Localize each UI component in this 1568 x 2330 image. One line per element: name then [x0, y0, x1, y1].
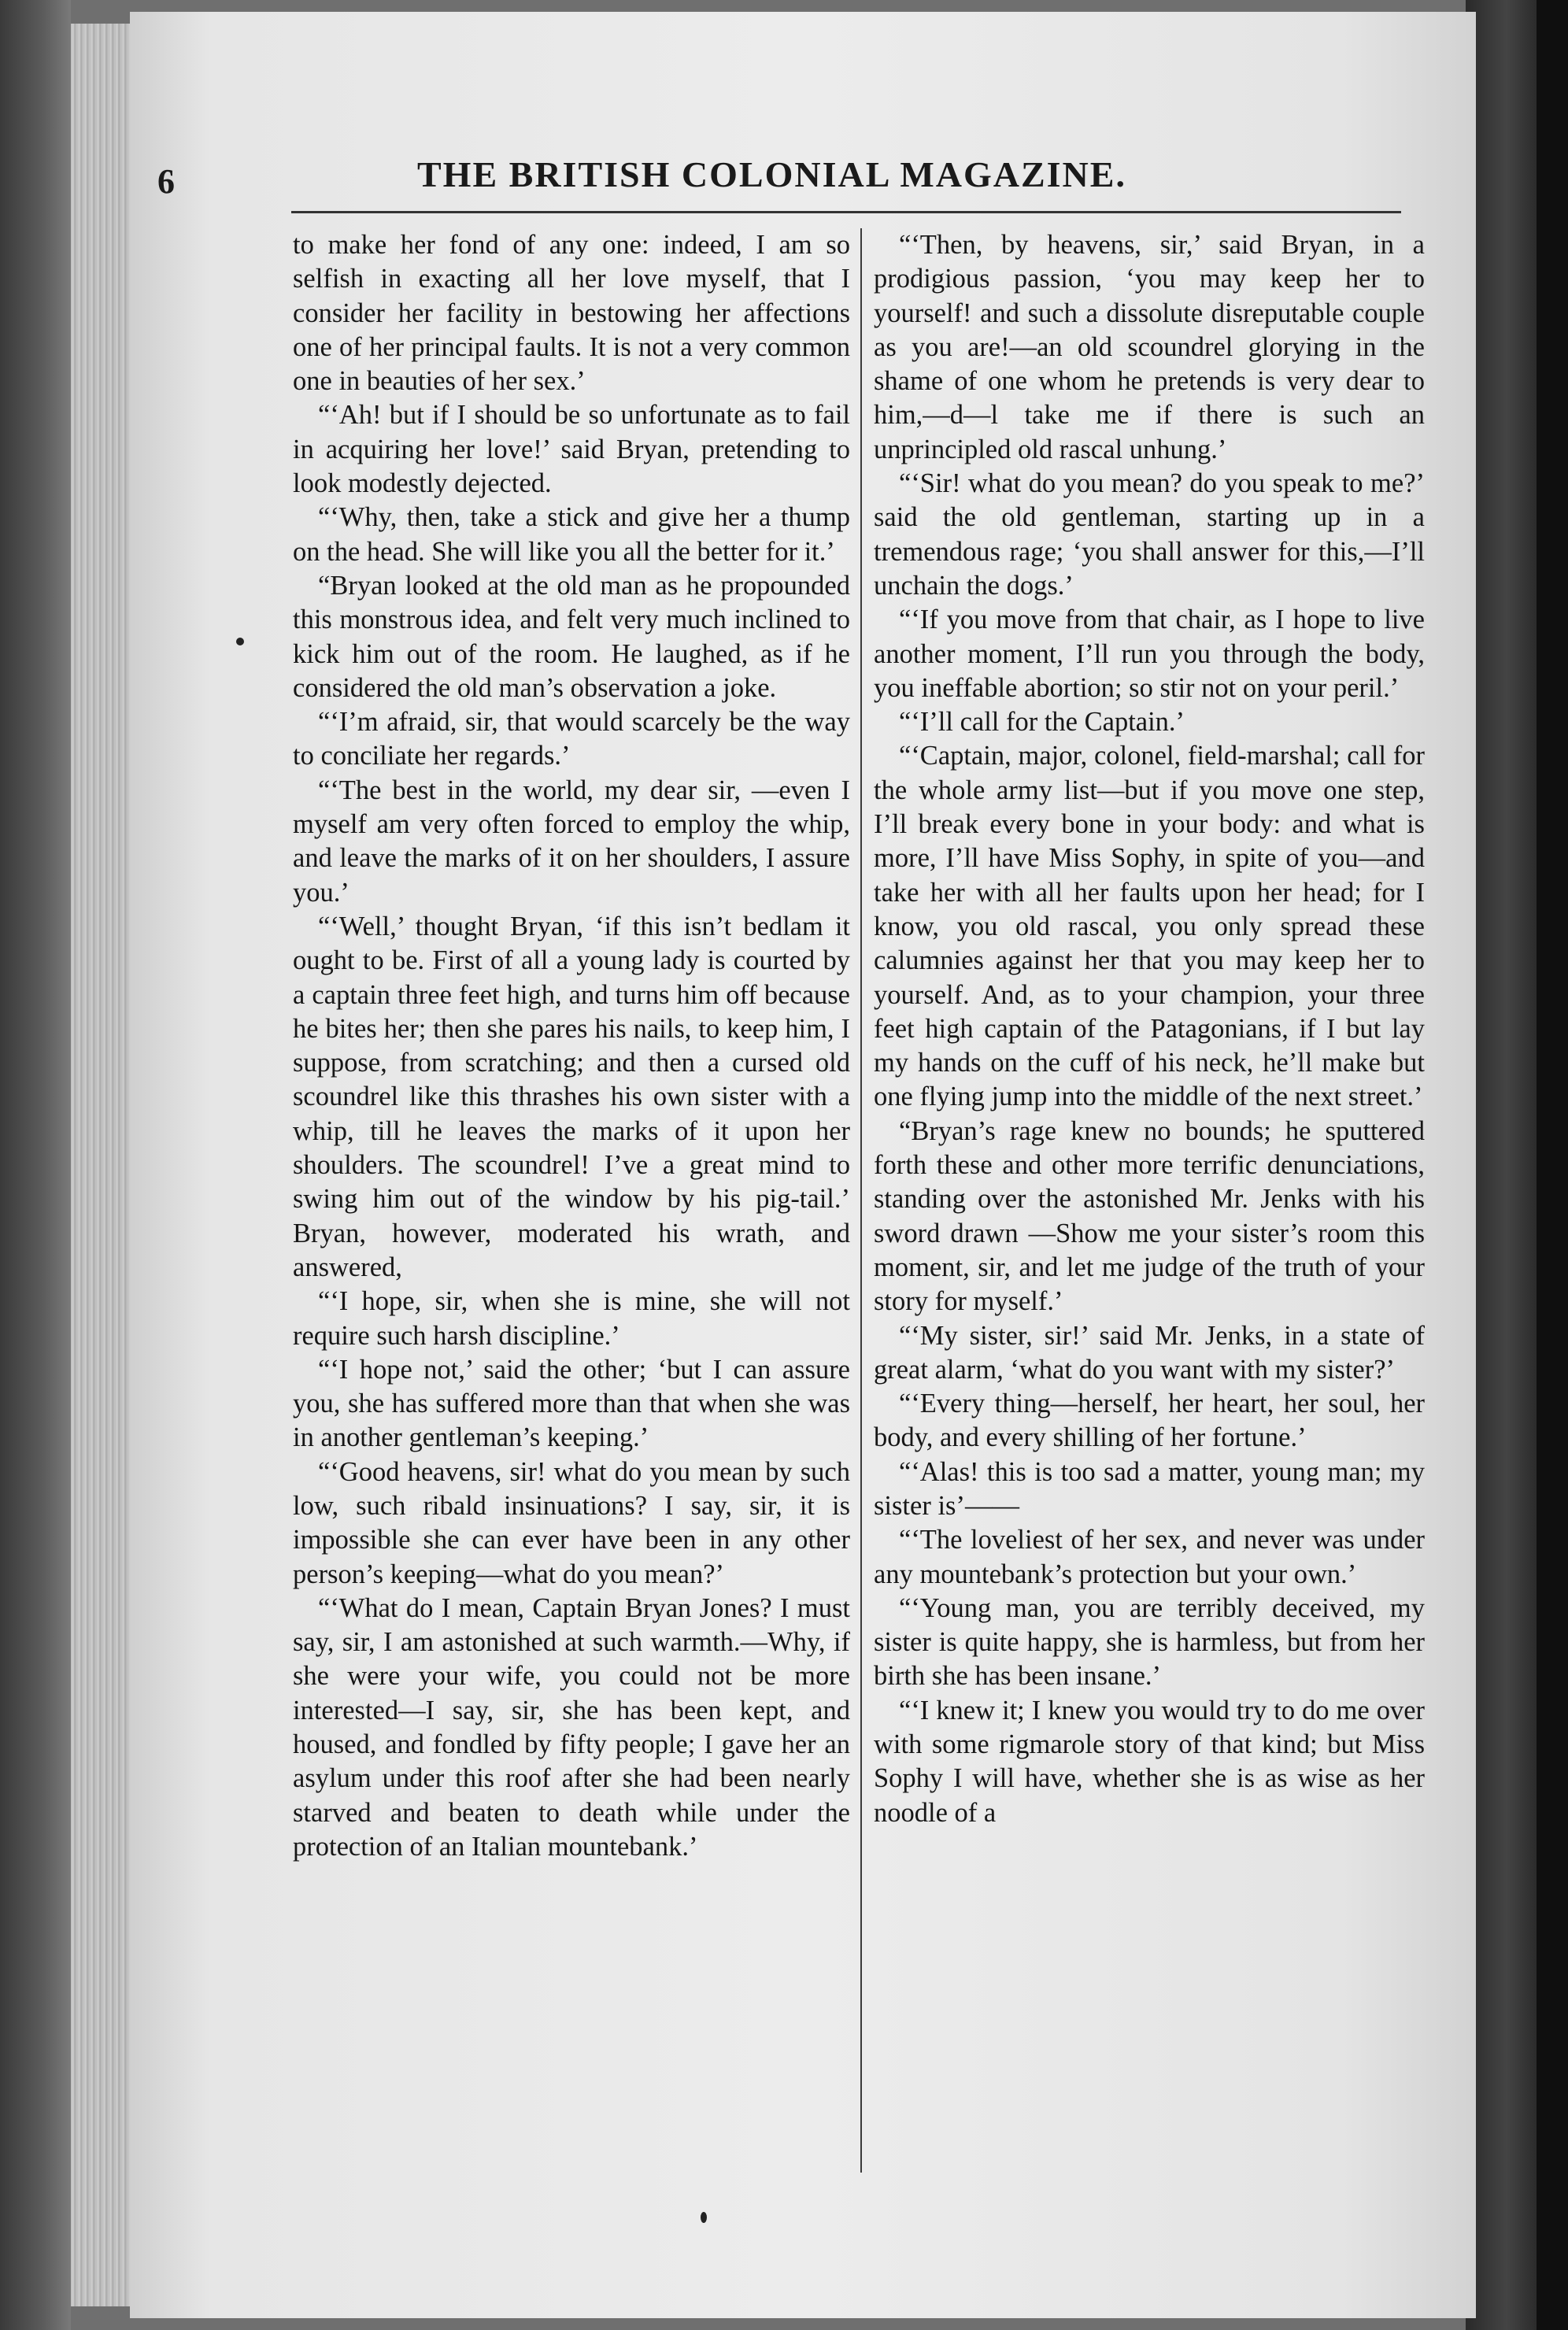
paragraph: “‘I’ll call for the Captain.’ [899, 707, 1185, 738]
paragraph: “‘Every thing—herself, her heart, her soul, her body, and every shilling of her fortune.’ [874, 1389, 1425, 1453]
column-divider [860, 228, 862, 2173]
paragraph: “Bryan’s rage knew no bounds; he sputtered forth these and other more terrific denunciations, standing over the astonished Mr. Jenks with his sword drawn —Show me your sister’s room this moment, sir, and let me judge of the truth of your story for myself.’ [874, 1115, 1425, 1317]
paragraph: “‘I hope not,’ said the other; ‘but I can assure you, she has suffered more than that when she was in another gentleman’s keeping.’ [293, 1354, 850, 1453]
ink-spot [236, 638, 244, 645]
page-edges [71, 24, 135, 2306]
paragraph: “‘If you move from that chair, as I hope to live another moment, I’ll run you through the body, you ineffable abortion; so stir not on your peril.’ [874, 605, 1425, 703]
scan-left-border [0, 0, 71, 2330]
paragraph: “‘The best in the world, my dear sir, —even I myself am very often forced to employ the whip, and leave the marks of it on her shoulders, I assure you.’ [293, 775, 850, 908]
scan-right-strip [1537, 0, 1568, 2330]
paragraph: “Bryan looked at the old man as he propounded this monstrous idea, and felt very much inclined to kick him out of the room. He laughed, as if he considered the old man’s observation a joke. [293, 570, 850, 703]
paragraph: “‘Captain, major, colonel, field-marshal; call for the whole army list—but if you move one step, I’ll break every bone in your body: and what is more, I’ll have Miss Sophy, in spite of you—and take her with all her faults upon her head; for I know, you old rascal, you only spread these calumnies against her that you may keep her to yourself. And, as to your champion, your three feet high captain of the Patagonians, if I but lay my hands on the cuff of his neck, he’ll make but one flying jump into the middle of the next street.’ [874, 741, 1425, 1112]
paragraph: “‘Then, by heavens, sir,’ said Bryan, in a prodigious passion, ‘you may keep her to yourself! and such a dissolute disreputable couple as you are!—an old scoundrel glorying in the shame of one whom he pretends is very dear to him,—d—l take me if there is such an unprincipled old rascal unhung.’ [874, 230, 1425, 464]
paragraph: “‘Why, then, take a stick and give her a thump on the head. She will like you all the better for it.’ [293, 502, 850, 567]
paragraph: “‘Well,’ thought Bryan, ‘if this isn’t bedlam it ought to be. First of all a young lady is courted by a captain three feet high, and turns him off because he bites her; then she pares his nails, to keep him, I suppose, from scratching; and then a cursed old scoundrel like this thrashes his own sister with a whip, till he leaves the marks of it upon her shoulders. The scoundrel! I’ve a great mind to swing him out of the window by his pig-tail.’ Bryan, however, moderated his wrath, and answered, [293, 911, 850, 1282]
paragraph: “‘What do I mean, Captain Bryan Jones? I must say, sir, I am astonished at such warmth.—Why, if she were your wife, you could not be more interested—I say, sir, she has been kept, and housed, and fondled by fifty people; I gave her an asylum under this roof after she had been nearly starved and beaten to death while under the protection of an Italian mountebank.’ [293, 1592, 850, 1862]
paragraph: “‘Young man, you are terribly deceived, my sister is quite happy, she is harmless, but from her birth she has been insane.’ [874, 1592, 1425, 1692]
paragraph: “‘I knew it; I knew you would try to do me over with some rigmarole story of that kind; but Miss Sophy I will have, whether she is as wise as her noodle of a [874, 1695, 1425, 1828]
paragraph: “‘I hope, sir, when she is mine, she will not require such harsh discipline.’ [293, 1286, 850, 1351]
left-column [293, 228, 850, 1864]
page-header [157, 138, 1401, 209]
page-number: 6 [157, 162, 175, 201]
paragraph: “‘I’m afraid, sir, that would scarcely be the way to conciliate her regards.’ [293, 707, 850, 771]
paragraph: “‘Alas! this is too sad a matter, young man; my sister is’—— [874, 1456, 1425, 1521]
right-column [874, 228, 1425, 1830]
paragraph: to make her fond of any one: indeed, I am so selfish in exacting all her love myself, that I consider her facility in bestowing her affections one of her principal faults. It is not a very common one in beauties of her sex.’ [293, 230, 850, 397]
paragraph: “‘Good heavens, sir! what do you mean by such low, such ribald insinuations? I say, sir, it is impossible she can ever have been in any other person’s keeping—what do you mean?’ [293, 1456, 850, 1589]
paragraph: “‘My sister, sir!’ said Mr. Jenks, in a state of great alarm, ‘what do you want with my sister?’ [874, 1320, 1425, 1385]
paragraph: “‘Ah! but if I should be so unfortunate as to fail in acquiring her love!’ said Bryan, pretending to look modestly dejected. [293, 400, 850, 499]
paragraph: “‘The loveliest of her sex, and never was under any mountebank’s protection but your own.’ [874, 1525, 1425, 1589]
ink-spot [701, 2212, 707, 2223]
header-rule [291, 211, 1401, 213]
running-title: THE BRITISH COLONIAL MAGAZINE. [417, 154, 1126, 194]
paragraph: “‘Sir! what do you mean? do you speak to me?’ said the old gentleman, starting up in a tremendous rage; ‘you shall answer for this,—I’ll unchain the dogs.’ [874, 468, 1425, 601]
